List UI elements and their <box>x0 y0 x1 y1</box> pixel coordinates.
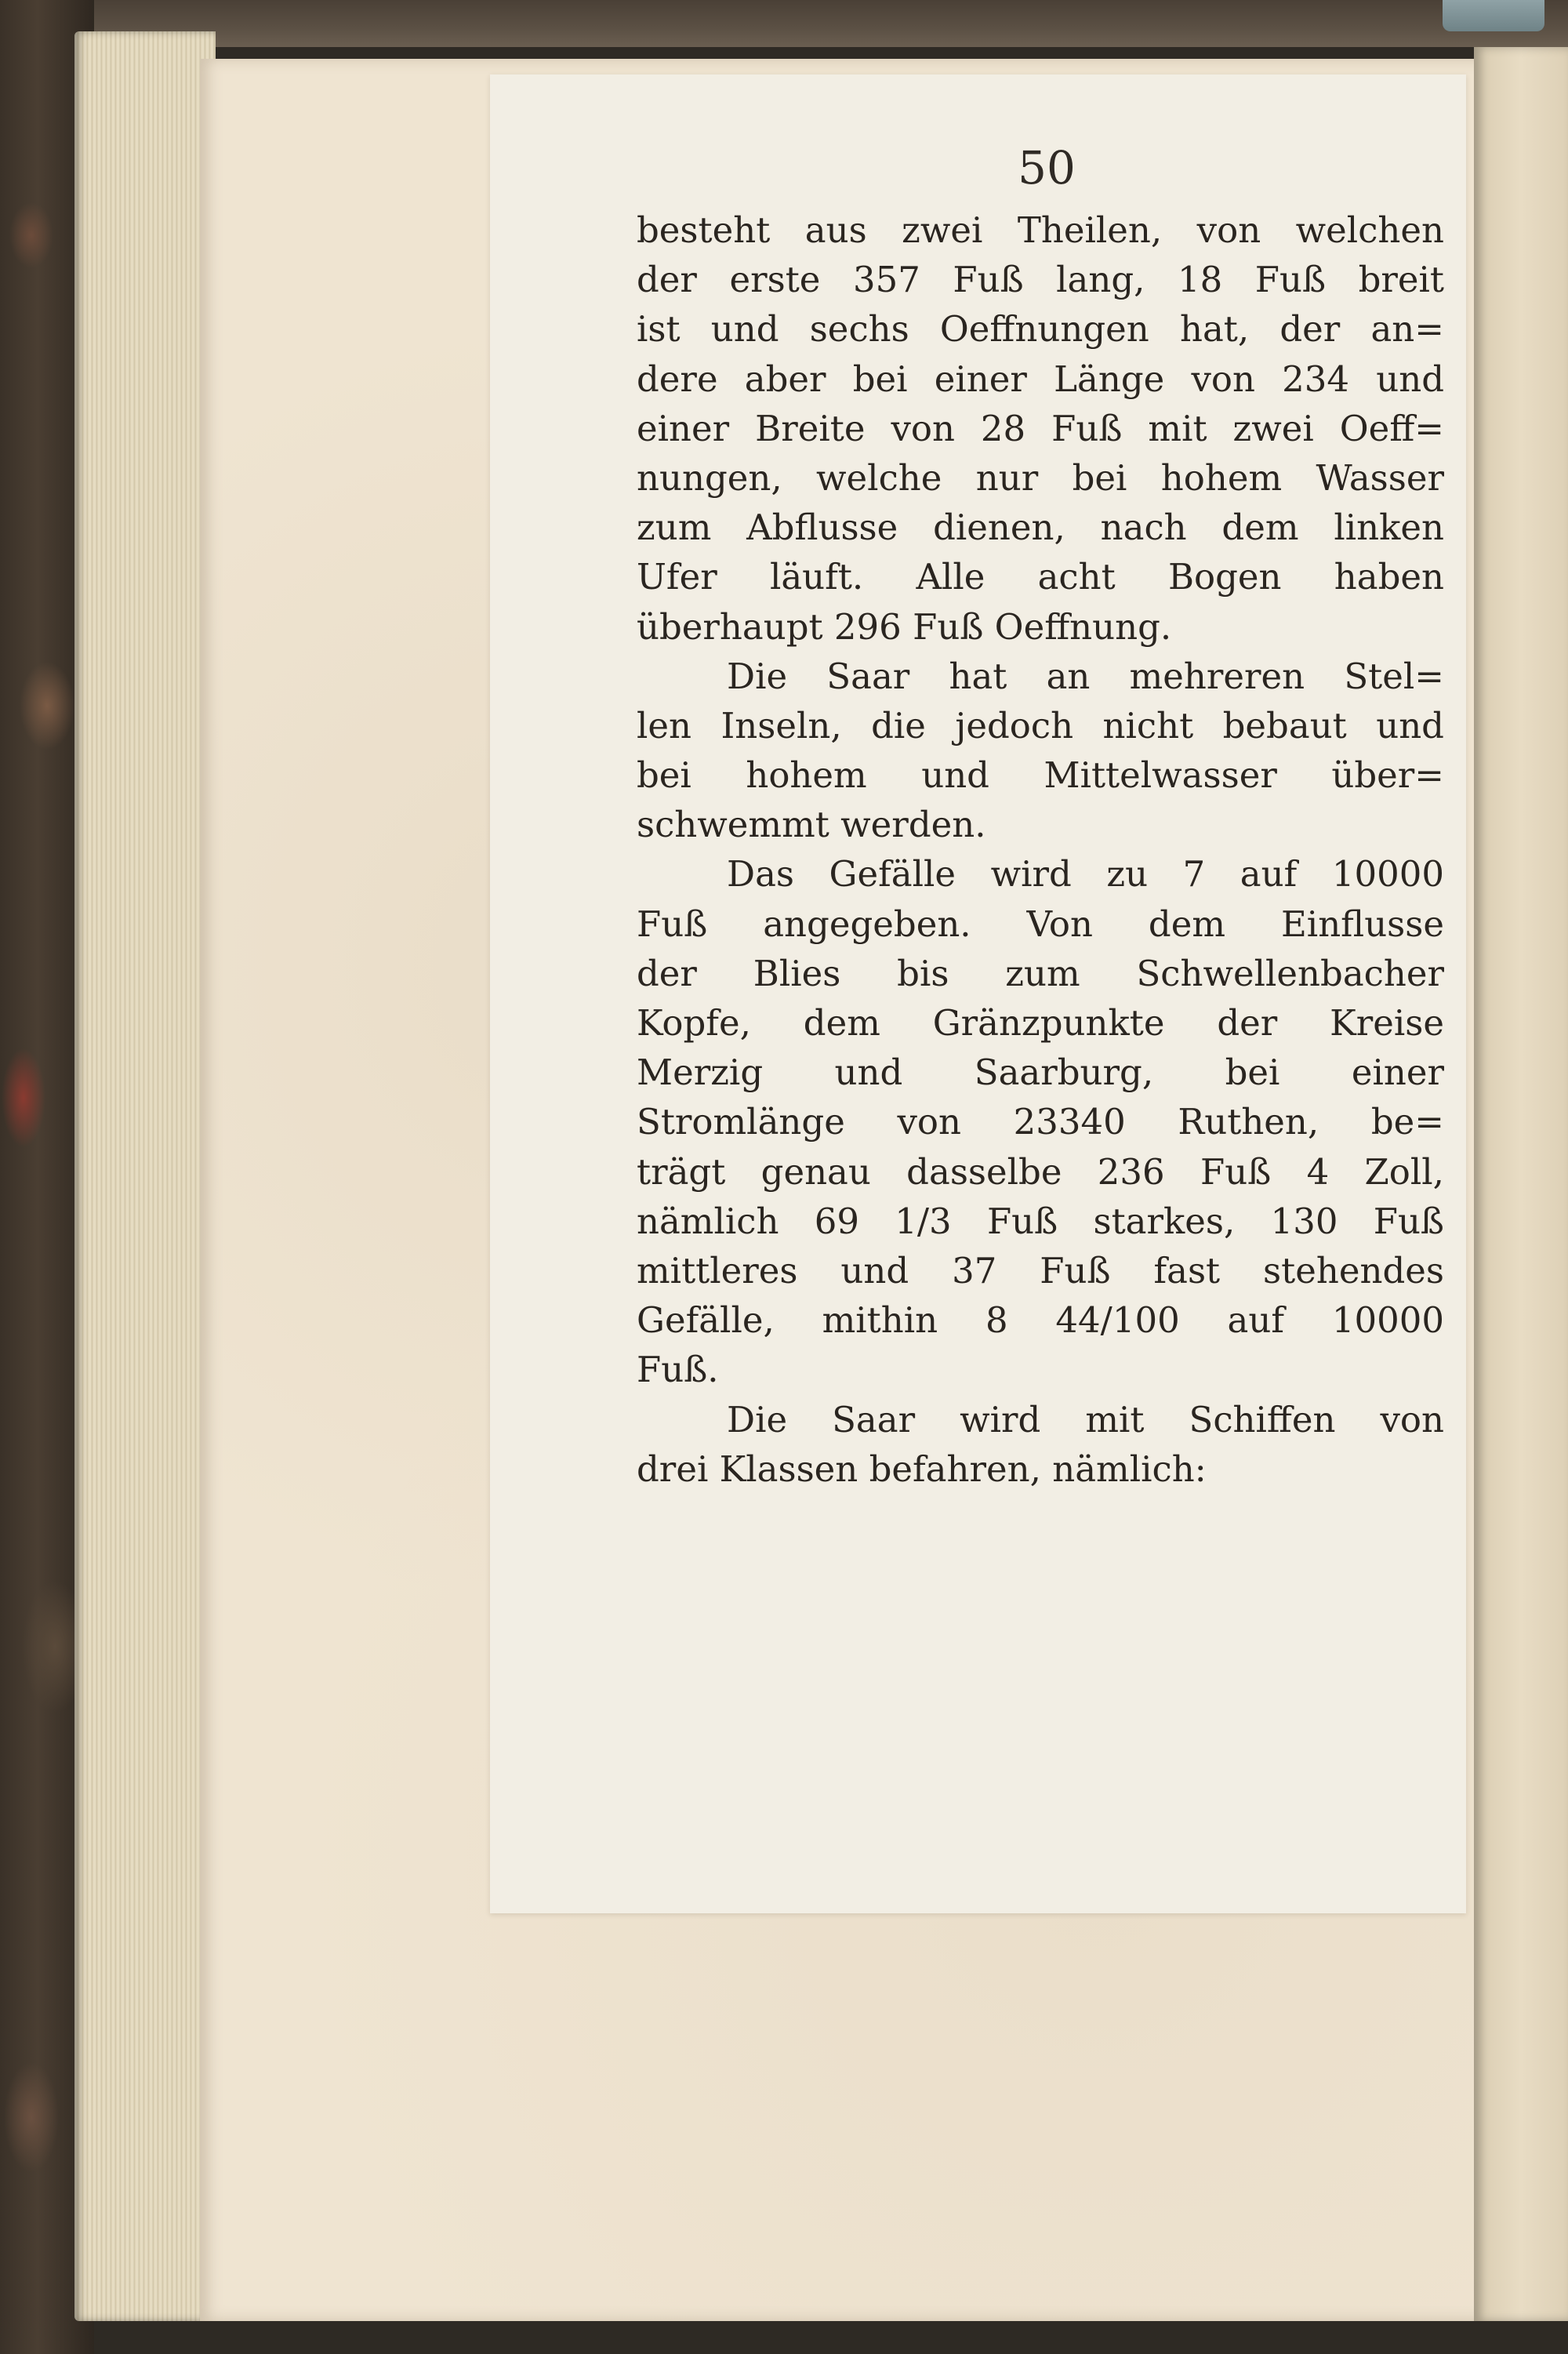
text-line: überhaupt 296 Fuß Oeffnung. <box>637 605 1172 648</box>
text-line: drei Klassen befahren, nämlich: <box>637 1448 1207 1490</box>
text-line: schwemmt werden. <box>637 804 986 846</box>
page-number: 50 <box>1018 141 1076 194</box>
book-cover-top <box>0 0 1568 47</box>
text-line: Gefälle, mithin 8 44/100 auf 10000 <box>637 1299 1444 1342</box>
facing-page-edge <box>1474 47 1568 2321</box>
text-line: Die Saar hat an mehreren Stel= <box>727 655 1444 697</box>
page-edges <box>74 31 216 2321</box>
text-line: len Inseln, die jedoch nicht bebaut und <box>637 704 1444 747</box>
text-line: bei hohem und Mittelwasser über= <box>637 754 1444 797</box>
text-line: mittleres und 37 Fuß fast stehendes <box>637 1249 1444 1291</box>
text-line: der Blies bis zum Schwellenbacher <box>637 952 1444 994</box>
text-line: Merzig und Saarburg, bei einer <box>637 1052 1444 1094</box>
text-line: dere aber bei einer Länge von 234 und <box>637 358 1444 400</box>
text-line: Die Saar wird mit Schiffen von <box>727 1398 1444 1440</box>
bookmark-ribbon <box>1443 0 1544 31</box>
text-line: Fuß angegeben. Von dem Einflusse <box>637 903 1444 945</box>
text-line: einer Breite von 28 Fuß mit zwei Oeff= <box>637 407 1444 449</box>
text-line: ist und sechs Oeffnungen hat, der an= <box>637 308 1444 351</box>
text-line: Stromlänge von 23340 Ruthen, be= <box>637 1101 1444 1143</box>
text-line: Kopfe, dem Gränzpunkte der Kreise <box>637 1002 1444 1044</box>
text-line: Das Gefälle wird zu 7 auf 10000 <box>727 853 1444 895</box>
text-line: nämlich 69 1/3 Fuß starkes, 130 Fuß <box>637 1200 1444 1242</box>
text-line: nungen, welche nur bei hohem Wasser <box>637 456 1444 499</box>
text-line: Fuß. <box>637 1349 719 1391</box>
text-line: Ufer läuft. Alle acht Bogen haben <box>637 556 1444 598</box>
text-line: der erste 357 Fuß lang, 18 Fuß breit <box>637 259 1444 301</box>
text-line: zum Abflusse dienen, nach dem linken <box>637 507 1444 549</box>
text-line: besteht aus zwei Theilen, von welchen <box>637 209 1444 251</box>
text-line: trägt genau dasselbe 236 Fuß 4 Zoll, <box>637 1150 1444 1193</box>
body-text <box>637 205 1444 1494</box>
